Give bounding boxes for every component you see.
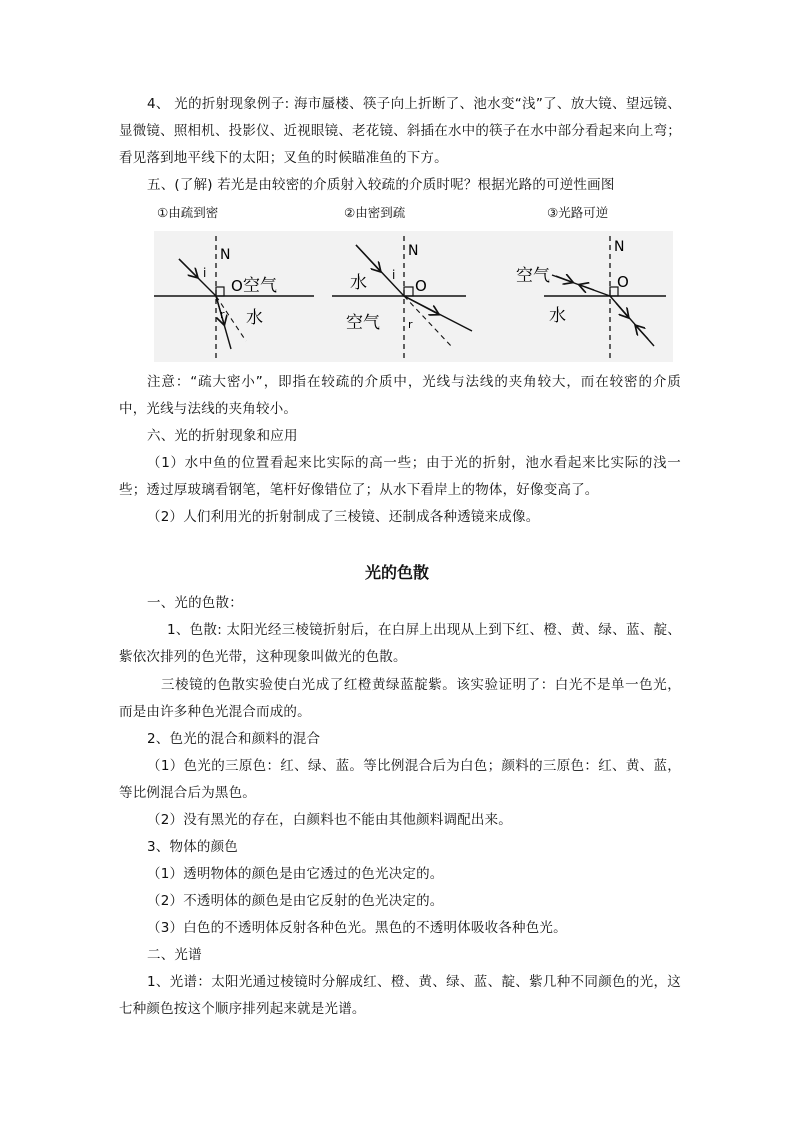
- caption-reversible-path: ③光路可逆: [547, 205, 609, 220]
- dispersion-paragraph-6: （2）不透明体的颜色是由它反射的色光决定的。: [147, 893, 444, 909]
- dispersion-paragraph-7: （3）白色的不透明体反射各种色光。黑色的不透明体吸收各种色光。: [147, 920, 567, 936]
- dispersion-paragraph-2: 三棱镜的色散实验使白光成了红橙黄绿蓝靛紫。该实验证明了：白光不是单一色光，而是由许多种色光混合而成的。: [119, 677, 681, 720]
- label-incidence-angle: i: [203, 266, 207, 280]
- section6-item2: （2）人们利用光的折射制成了三棱镜、还制成各种透镜来成像。: [147, 509, 540, 525]
- reverse-arrow-air: [580, 285, 594, 290]
- caption-sparse-to-dense: ①由疏到密: [157, 205, 219, 220]
- label-air: 空气: [346, 313, 380, 333]
- dispersion-paragraph-5: （1）透明物体的颜色是由它透过的色光决定的。: [147, 866, 444, 882]
- right-angle-mark: [404, 287, 413, 296]
- label-normal: N: [220, 247, 231, 263]
- section5-note: 注意：“疏大密小”，即指在较疏的介质中，光线与法线的夹角较大，而在较密的介质中，光线与法线的夹角较小。: [119, 374, 681, 417]
- dispersion-heading-2: 2、色光的混合和颜料的混合: [147, 731, 321, 747]
- label-normal: N: [408, 243, 419, 259]
- label-point: O: [617, 273, 629, 291]
- section5-heading: 五、(了解) 若光是由较密的介质射入较疏的介质时呢？根据光路的可逆性画图: [147, 177, 615, 193]
- right-angle-mark: [216, 287, 224, 296]
- forward-arrow-air: [556, 276, 572, 282]
- dispersion-paragraph-3: （1）色光的三原色：红、绿、蓝。等比例混合后为白色；颜料的三原色：红、黄、蓝，等比例混合后为黑色。: [119, 758, 681, 801]
- section6-heading: 六、光的折射现象和应用: [147, 428, 298, 444]
- dispersion-heading-4: 二、光谱: [147, 947, 202, 963]
- refracted-ray-arrow: [404, 296, 438, 314]
- dispersion-paragraph-8: 1、光谱：太阳光通过棱镜时分解成红、橙、黄、绿、蓝、靛、紫几种不同颜色的光，这七种颜色按这个顺序排列起来就是光谱。: [119, 974, 681, 1017]
- label-refraction-angle: r: [220, 308, 225, 321]
- dispersion-heading-1: 一、光的色散：: [147, 595, 243, 611]
- label-point: O: [415, 277, 427, 295]
- label-incidence-angle: i: [392, 268, 396, 282]
- label-water: 水: [350, 273, 367, 293]
- label-water: 水: [549, 306, 566, 326]
- forward-arrow-water: [616, 303, 628, 317]
- reverse-arrow-water: [636, 326, 648, 339]
- label-point: O: [231, 277, 243, 295]
- dispersion-paragraph-4: （2）没有黑光的存在，白颜料也不能由其他颜料调配出来。: [147, 812, 512, 828]
- refraction-diagrams-svg: [154, 231, 673, 362]
- refraction-diagram-strip: [154, 231, 673, 362]
- dispersion-paragraph-1: 1、色散: 太阳光经三棱镜折射后，在白屏上出现从上到下红、橙、黄、绿、蓝、靛、紫依次排列的色光带，这种现象叫做光的色散。: [119, 622, 681, 665]
- label-refraction-angle: r: [408, 318, 413, 331]
- dispersion-title: 光的色散: [364, 563, 429, 582]
- incident-ray-arrow: [179, 259, 197, 277]
- section6-item1: （1）水中鱼的位置看起来比实际的高一些；由于光的折射，池水看起来比实际的浅一些；透过厚玻璃看钢笔，笔杆好像错位了；从水下看岸上的物体，好像变高了。: [119, 455, 681, 498]
- label-water: 水: [246, 308, 263, 328]
- section4-paragraph: 4、 光的折射现象例子: 海市蜃楼、筷子向上折断了、池水变“浅”了、放大镜、望远镜、显微镜、照相机、投影仪、近视眼镜、老花镜、斜插在水中的筷子在水中部分看起来向上弯；看见落到地平线下的太阳；叉鱼的时候瞄准鱼的下方。: [119, 96, 681, 166]
- caption-dense-to-sparse: ②由密到疏: [344, 205, 406, 220]
- diagram-dense-to-sparse: [332, 236, 472, 359]
- incident-ray-arrow: [356, 245, 380, 271]
- label-air: 空气: [516, 266, 550, 286]
- diagram-reversible-path: [516, 236, 666, 359]
- dispersion-heading-3: 3、物体的颜色: [147, 839, 238, 855]
- diagram-sparse-to-dense: [154, 236, 314, 359]
- label-air: 空气: [243, 276, 277, 296]
- label-normal: N: [614, 239, 625, 255]
